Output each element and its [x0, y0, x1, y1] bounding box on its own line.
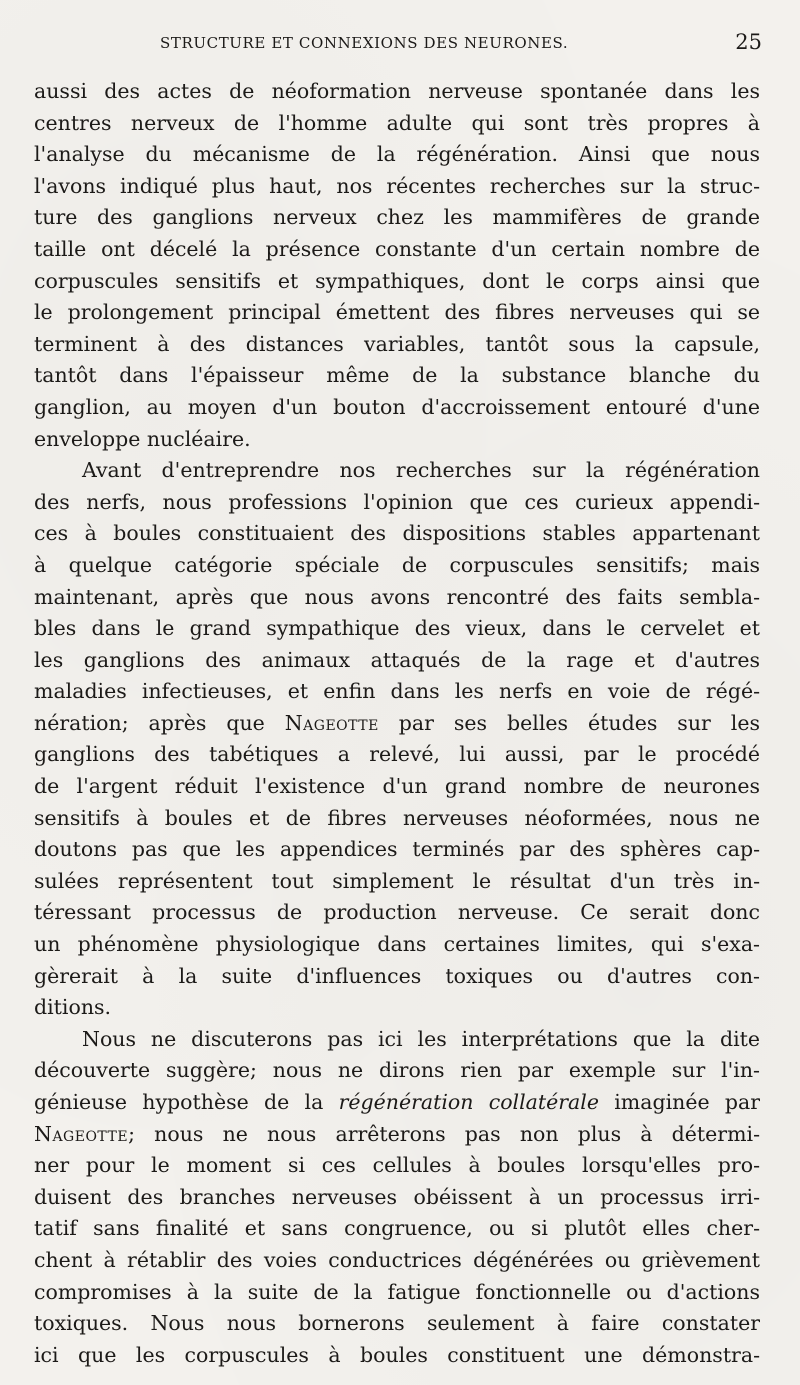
text-line: tatif sans finalité et sans congruence, ou si plutôt elles cher-	[34, 1216, 760, 1241]
text-line: génieuse hypothèse de la régénération collatérale imaginée par	[34, 1090, 760, 1114]
text-line: maladies infectieuses, et enfin dans les nerfs en voie de régé-	[34, 679, 760, 704]
text-line: taille ont décelé la présence constante d'un certain nombre de	[34, 236, 760, 261]
page-number: 25	[735, 30, 762, 54]
text-line: compromises à la suite de la fatigue fonctionnelle ou d'actions	[34, 1279, 760, 1304]
text-line: découverte suggère; nous ne dirons rien par exemple sur l'in-	[34, 1058, 760, 1083]
text-line: maintenant, après que nous avons rencontré des faits sembla-	[34, 584, 760, 609]
text-line: terminent à des distances variables, tantôt sous la capsule,	[34, 331, 760, 356]
text-line: le prolongement principal émettent des fibres nerveuses qui se	[34, 300, 760, 325]
author-name: Nageotte	[34, 1121, 129, 1146]
text-line: ditions.	[34, 995, 112, 1020]
text-line: ner pour le moment si ces cellules à boules lorsqu'elles pro-	[34, 1153, 760, 1178]
text-line: ganglion, au moyen d'un bouton d'accroissement entouré d'une	[34, 394, 760, 419]
text-line: Nous ne discuterons pas ici les interprétations que la dite	[82, 1026, 760, 1051]
text-line: téressant processus de production nerveuse. Ce serait donc	[34, 900, 760, 925]
text-line: centres nerveux de l'homme adulte qui sont très propres à	[34, 110, 760, 135]
text-line: aussi des actes de néoformation nerveuse spontanée dans les	[34, 79, 760, 103]
text-line: ganglions des tabétiques a relevé, lui aussi, par le procédé	[34, 742, 760, 767]
text-line: un phénomène physiologique dans certaines limites, qui s'exa-	[34, 932, 760, 957]
author-name: Nageotte	[284, 710, 379, 735]
running-header	[32, 32, 762, 62]
text-line: nération; après que Nageotte par ses belles études sur les	[34, 710, 760, 735]
text-line: enveloppe nucléaire.	[34, 426, 251, 451]
text-line: Nageotte; nous ne nous arrêterons pas non plus à détermi-	[34, 1121, 760, 1146]
text-line: de l'argent réduit l'existence d'un grand nombre de neurones	[34, 774, 760, 799]
text-line: ici que les corpuscules à boules constituent une démonstra-	[34, 1342, 760, 1367]
running-title: STRUCTURE ET CONNEXIONS DES NEURONES.	[160, 34, 569, 52]
text-line: à quelque catégorie spéciale de corpuscules sensitifs; mais	[34, 552, 760, 577]
text-line: ces à boules constituaient des dispositions stables appartenant	[34, 521, 760, 546]
text-line: des nerfs, nous professions l'opinion que ces curieux appendi-	[34, 489, 760, 514]
text-line: toxiques. Nous nous bornerons seulement à faire constater	[34, 1311, 760, 1336]
text-line: ture des ganglions nerveux chez les mammifères de grande	[34, 205, 760, 230]
text-line: doutons pas que les appendices terminés par des sphères cap-	[34, 837, 760, 862]
text-line: bles dans le grand sympathique des vieux, dans le cervelet et	[34, 616, 760, 641]
text-line: l'analyse du mécanisme de la régénération. Ainsi que nous	[34, 142, 760, 167]
emphasized-term: régénération collatérale	[338, 1090, 599, 1114]
text-line: duisent des branches nerveuses obéissent à un processus irri-	[34, 1184, 760, 1209]
body-text	[34, 76, 760, 1371]
text-line: chent à rétablir des voies conductrices dégénérées ou grièvement	[34, 1247, 760, 1272]
text-line: tantôt dans l'épaisseur même de la substance blanche du	[34, 363, 760, 388]
text-line: gèrerait à la suite d'influences toxiques ou d'autres con-	[34, 963, 760, 988]
text-line: Avant d'entreprendre nos recherches sur la régénération	[82, 458, 760, 483]
text-line: l'avons indiqué plus haut, nos récentes recherches sur la struc-	[34, 173, 760, 198]
text-line: sulées représentent tout simplement le résultat d'un très in-	[34, 868, 760, 893]
text-line: les ganglions des animaux attaqués de la rage et d'autres	[34, 647, 760, 672]
text-line: sensitifs à boules et de fibres nerveuses néoformées, nous ne	[34, 805, 760, 830]
text-line: corpuscules sensitifs et sympathiques, dont le corps ainsi que	[34, 268, 760, 293]
